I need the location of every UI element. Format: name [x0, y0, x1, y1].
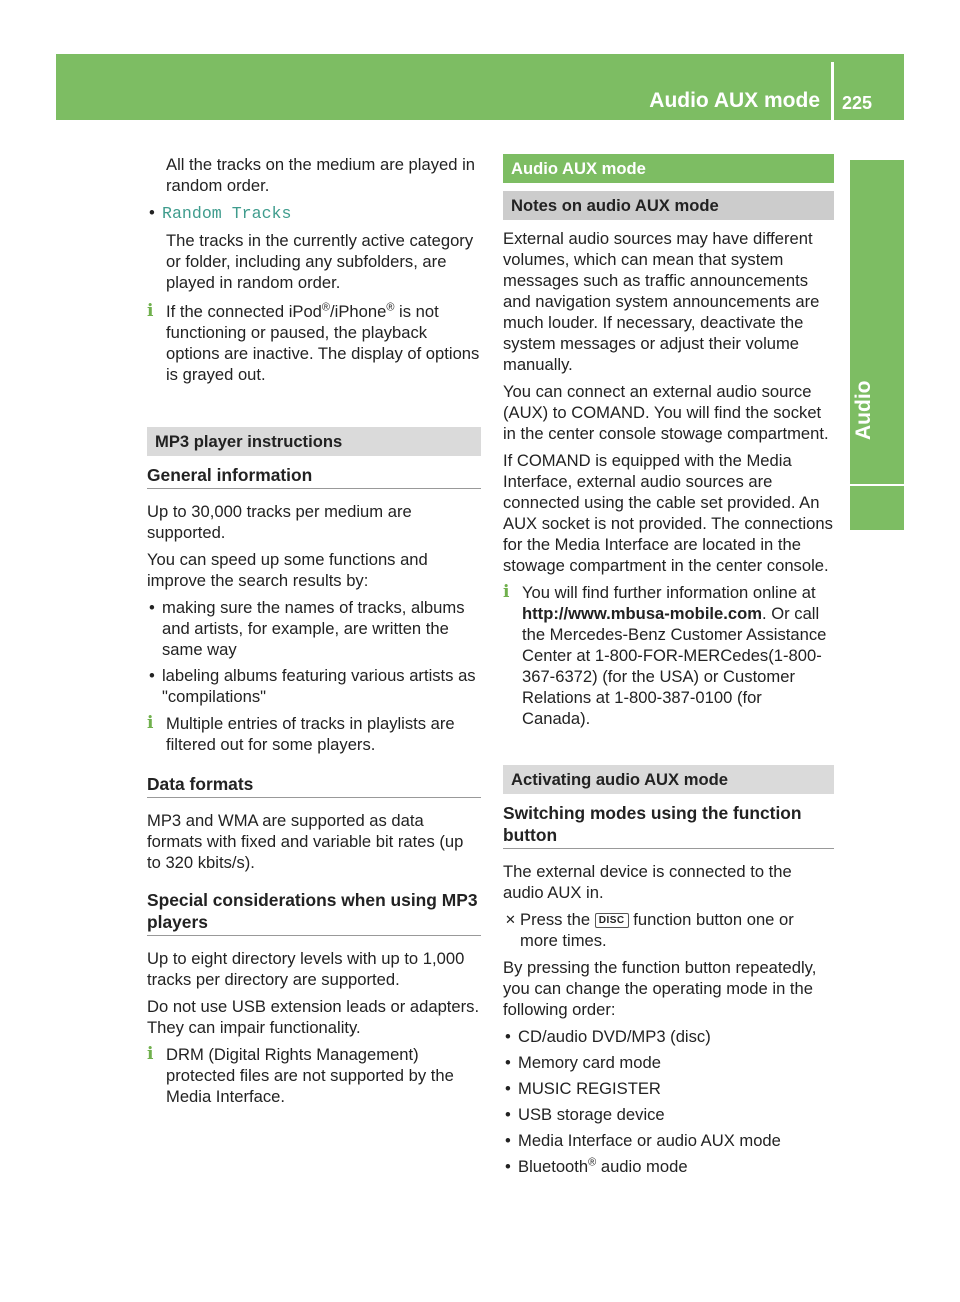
volume-text: External audio sources may have different volumes, which can mean that system messages such as traffic announcements and navigation system announcements are much louder. If necessary, deactivate the system messages or adjust their volume manually.: [503, 229, 820, 374]
list-item-bluetooth: • Bluetooth® audio mode: [503, 1156, 834, 1177]
section-title: Audio AUX mode: [649, 89, 820, 112]
general-text-1: Up to 30,000 tracks per medium are supported.: [147, 502, 412, 542]
header-divider: [831, 62, 834, 120]
list-item: • making sure the names of tracks, albums and artists, for example, are written the same way: [147, 597, 481, 660]
disc-button-icon: DISC: [595, 913, 629, 928]
website-link[interactable]: http://www.mbusa-mobile.com: [522, 604, 763, 623]
list-item: • USB storage device: [503, 1104, 834, 1125]
list-item: • CD/audio DVD/MP3 (disc): [503, 1026, 834, 1047]
random-order-text: All the tracks on the medium are played in random order.: [166, 155, 475, 195]
switching-heading: Switching modes using the function button: [503, 802, 834, 849]
press-disc-instruction: ✕ Press the DISC function button one or more times.: [505, 910, 794, 950]
right-column: [503, 154, 834, 1182]
special-heading: Special considerations when using MP3 players: [147, 889, 481, 936]
media-interface-text: If COMAND is equipped with the Media Interface, external audio sources are connected using the cable set provided. An AUX socket is not provided. The connections for the Media Interface are located in the stowage compartment in the center console.: [503, 451, 833, 575]
activating-heading: Activating audio AUX mode: [503, 765, 834, 794]
list-item: • Memory card mode: [503, 1052, 834, 1073]
info-note-playlists: i Multiple entries of tracks in playlists are filtered out for some players.: [147, 713, 455, 754]
general-heading: General information: [147, 464, 481, 489]
chapter-marker: [850, 486, 904, 530]
left-column: [147, 154, 481, 1113]
option-random-tracks: [147, 202, 481, 224]
aux-heading: Audio AUX mode: [503, 154, 834, 183]
formats-text: MP3 and WMA are supported as data formats with fixed and variable bit rates (up to 320 kbits/s).: [147, 811, 464, 872]
info-icon: i: [503, 582, 510, 602]
special-text-2: Do not use USB extension leads or adapters. They can impair functionality.: [147, 997, 480, 1037]
option-list: [147, 202, 481, 224]
list-item: • labeling albums featuring various artists as "compilations": [147, 665, 481, 707]
special-text-1: Up to eight directory levels with up to 1,000 tracks per directory are supported.: [147, 949, 465, 989]
info-icon: i: [147, 713, 154, 733]
info-note-contact: i You will find further information online at http://www.mbusa-mobile.com. Or call the Mercedes-Benz Customer Assistance Center at 1-800-FOR-MERCedes(1-800-367-6372) (for the USA) or Customer Relations at 1-800-387-0100 (for Canada).: [503, 582, 827, 728]
list-item: • Media Interface or audio AUX mode: [503, 1130, 834, 1151]
list-item: • MUSIC REGISTER: [503, 1078, 834, 1099]
order-text: By pressing the function button repeatedly, you can change the operating mode in the following order:: [503, 958, 817, 1019]
tips-list: [147, 597, 481, 707]
info-note-drm: i DRM (Digital Rights Management) protected files are not supported by the Media Interface.: [147, 1044, 454, 1106]
notes-heading: Notes on audio AUX mode: [503, 191, 834, 220]
mp3-heading: MP3 player instructions: [147, 427, 481, 456]
chapter-tab-label: Audio: [852, 380, 875, 440]
connected-text: The external device is connected to the audio AUX in.: [503, 862, 792, 902]
random-tracks-desc: The tracks in the currently active category or folder, including any subfolders, are played in random order.: [166, 231, 474, 292]
page-number: 225: [842, 93, 873, 113]
info-note-ipod: i If the connected iPod®/iPhone® is not functioning or paused, the playback options are inactive. The display of options is grayed out.: [147, 301, 480, 384]
instruction-arrow-icon: ✕: [505, 912, 516, 927]
info-icon: i: [147, 1044, 154, 1064]
info-icon: i: [147, 301, 154, 321]
random-tracks-label: Random Tracks: [162, 204, 292, 223]
formats-heading: Data formats: [147, 773, 481, 798]
modes-list: [503, 1026, 834, 1177]
socket-text: You can connect an external audio source (AUX) to COMAND. You will find the socket in the center console stowage compartment.: [503, 382, 829, 443]
general-text-2: You can speed up some functions and improve the search results by:: [147, 550, 428, 590]
